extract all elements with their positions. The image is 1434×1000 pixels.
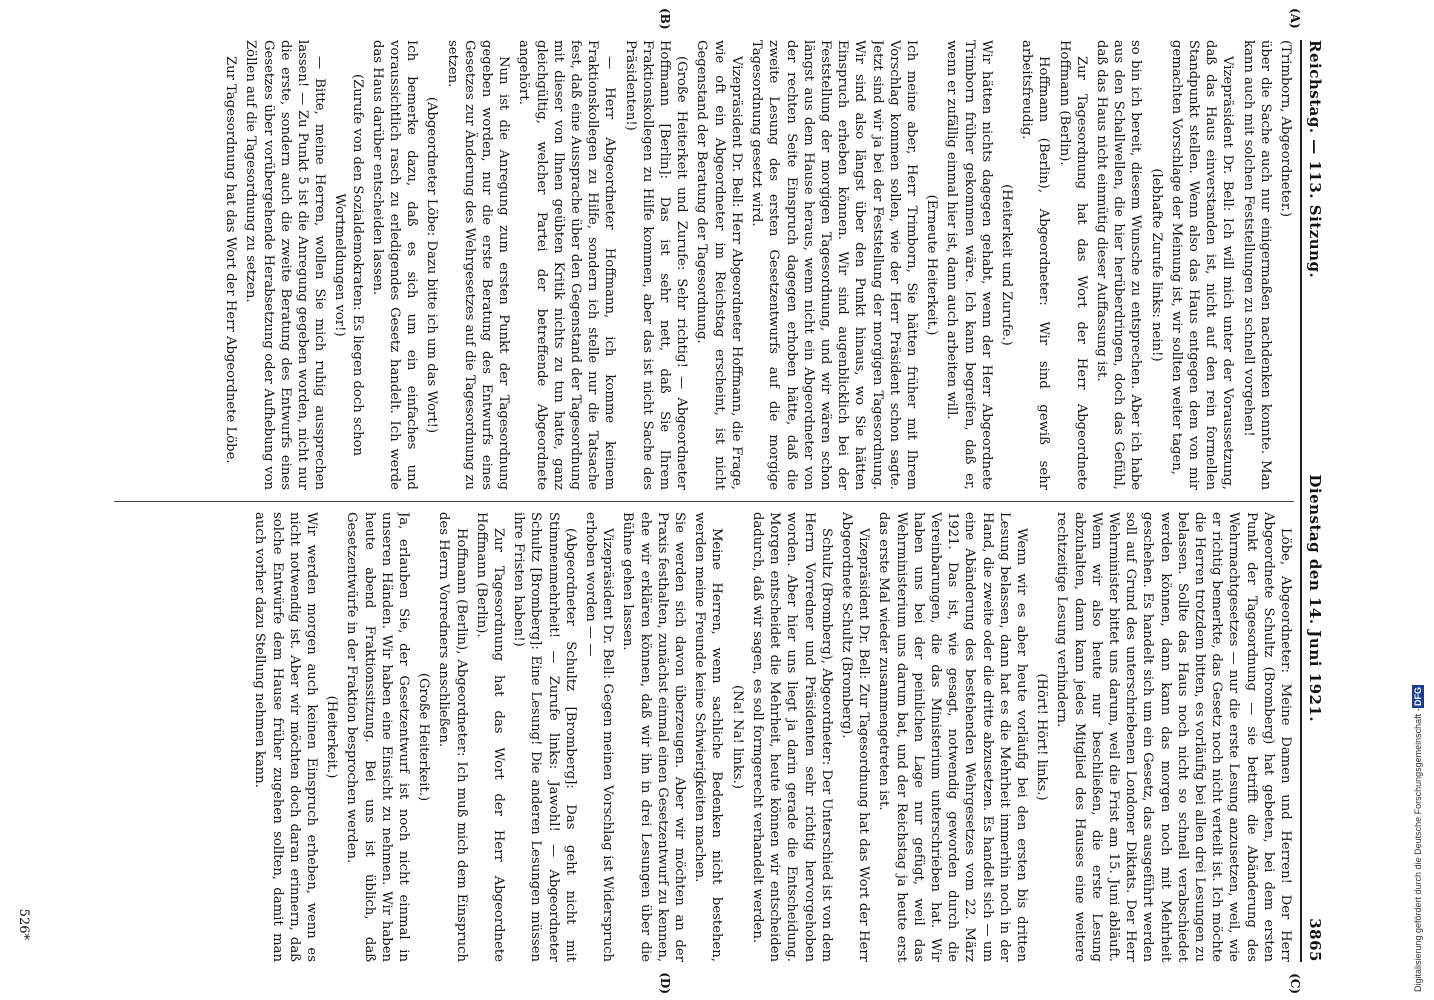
paragraph: über die Sache auch nur einigermaßen nachdenken konnte. Man kann auch mit solchen Feststellungen zu schnell vorgehen! [1240, 40, 1273, 490]
interjection: (Heiterkeit und Zurufe.) [998, 184, 1014, 346]
interjection: (Große Heiterkeit und Zurufe: Sehr richtig! — Abgeordneter Hoffmann [Berlin]: Das ist sehr nett, daß Sie Ihrem Fraktionskollegen zu Hilfe kommen, aber das ist nicht Sache des Präsidenten!) [622, 40, 690, 490]
paragraph: Wir werden morgen auch keinen Einspruch erheben, wenn es nicht notwendig ist. Aber wir möchten doch daran erinnern, daß solche Entwürfe dem Hause früher zugehen sollten, damit man auch vorher dazu Stellung nehmen kann. [252, 512, 320, 962]
paragraph: so bin ich bereit, diesem Wunsche zu entsprechen. Aber ich habe aus den Schallwellen, die hier herüberdringen, doch das Gefühl, daß das Haus nicht einmütig dieser Auffassung ist. [1093, 40, 1144, 490]
digitization-text: Digitalisierung gefördert durch die Deutsche Forschungsgemeinschaft - [1413, 708, 1423, 992]
text-columns [114, 40, 1294, 962]
page-number: 3865 [1306, 918, 1324, 962]
speaker-note: (Trimborn, Abgeordneter.) [1278, 40, 1293, 218]
interjection: (Na! Na! links.) [729, 685, 745, 789]
digitization-note [1408, 8, 1428, 992]
margin-marker-b: (B) [658, 8, 672, 30]
interjection: (Erneute Heiterkeit.) [924, 194, 940, 336]
paragraph: Wenn wir es aber heute vorläufig bei den ersten bis dritten Lesung belassen, dann hat es die Mehrheit immerhin noch in der Hand, die zweite oder die dritte abzusetzen. Es handelt sich — um eine Abänderung des bestehenden Wehrgesetzes vom 22. März 1921. Das ist, wie gesagt, notwendig geworden durch die Vereinbarungen, die das Ministerium unterschrieben hat. Wir haben uns bei der peinlichen Lage nur gefügt, weil das Wehrministerium uns darum bat, und der Reichstag ja heute erst das erste Mal wieder zusammengetreten ist. [876, 512, 1029, 962]
interjection: (Abgeordneter Löbe: Dazu bitte ich um das Wort!) [424, 96, 440, 434]
paragraph: Schultz (Bromberg), Abgeordneter: Der Unterschied ist von dem Herrn Vorredner und Präsidenten sehr richtig hervorgehoben worden. Aber hier uns liegt ja darin gerade die Entscheidung. Morgen entscheidet die Mehrheit, heute können wir entscheiden dadurch, daß wir sagen, es soll formgerecht verhandelt werden. [749, 512, 834, 962]
margin-marker-a: (A) [1288, 8, 1302, 29]
document-page [12, 0, 1372, 1000]
paragraph: Vizepräsident Dr. Bell: Zur Tagesordnung hat das Wort der Herr Abgeordnete Schultz (Bromberg). [838, 512, 872, 962]
interjection: (Große Heiterkeit.) [416, 672, 432, 802]
paragraph: Sie werden sich davon überzeugen. Aber wir möchten an der Praxis festhalten, zunächst einmal einen Gesetzentwurf zu kennen, ehe wir erklären können, daß wir ihn in drei Lesungen über die Bühne gehen lassen. [620, 512, 688, 962]
paragraph: Vizepräsident Dr. Bell: Gegen meinen Vorschlag ist Widerspruch erhoben worden — — [583, 512, 616, 962]
paragraph: Vizepräsident Dr. Bell: Ich will mich unter der Voraussetzung, daß das Haus einverstanden ist, nicht auf den rein formellen Standpunkt stellen. Wenn also das Haus entgegen dem von mir gemachten Vorschlage der Meinung ist, wir sollten weiter tagen, [1168, 40, 1236, 490]
paragraph: Meine Herren, wenn sachliche Bedenken nicht bestehen, werden meine Freunde keine Schwierigkeiten machen. [692, 512, 725, 962]
paragraph: Zur Tagesordnung hat das Wort der Herr Abgeordnete Hoffmann (Berlin). [1056, 40, 1089, 490]
interjection: (Abgeordneter Schultz [Bromberg]: Das geht nicht mit Stimmenmehrheit! — Zurufe links: Jawohl! — Abgeordneter Schultz [Bromberg]: Eine Lesung! Die anderen Lesungen müssen ihre Fristen haben!) [511, 512, 578, 962]
paragraph: Hoffmann (Berlin), Abgeordneter: Wir sind gewiß sehr arbeitsfreudig. [1019, 40, 1052, 490]
interjection: (Hört! Hört! links.) [1034, 673, 1050, 801]
interjection: (lebhafte Zurufe links: nein!) [1148, 168, 1164, 362]
paragraph: Vizepräsident Dr. Bell: Herr Abgeordneter Hoffmann, die Frage, wie oft ein Abgeordneter im Reichstag erscheint, ist nicht Gegenstand der Beratung der Tagesordnung. [694, 40, 744, 490]
paragraph: Löbe, Abgeordneter: Meine Damen und Herren! Der Herr Abgeordnete Schultz (Bromberg) hat gebeten, bei dem ersten Punkt der Tagesordnung — sie betrifft die Abänderung des Wehrmachtgesetzes — nur die erste Lesung anzusetzen, weil, wie er richtig bemerkte, das Gesetz noch nicht verteilt ist. Ich möchte die Herren trotzdem bitten, es vorläufig bei allen drei Lesungen zu belassen. Sollte das Haus noch nicht so schnell verabschiedet werden können, dann kann das morgen noch mit Mehrheit geschehen. Es handelt sich um ein Gesetz, das ausgeführt werden soll auf Grund des unterschriebenen Londoner Diktats. Der Herr Wehrminister bittet uns darum, weil die Frist am 15. Juni abläuft. Wenn wir also heute nur beschließen, die erste Lesung abzuhalten, dann kann jedes Mitglied des Hauses eine weitere rechtzeitige Lesung verhindern. [1054, 512, 1293, 962]
right-column [114, 512, 1294, 962]
paragraph: Ich bemerke dazu, daß es sich um ein einfaches und voraussichtlich rasch zu erledigendes Gesetz handelt. Ich werde das Haus darüber entscheiden lassen. [369, 40, 420, 490]
paragraph: — Bitte, meine Herren, wollen Sie mich ruhig aussprechen lassen! — Zu Punkt 5 ist die Anregung gegeben worden, nicht nur die erste, sondern auch die zweite Beratung des Entwurfs eines Gesetzes über vorübergehende Herabsetzung oder Aufhebung von Zöllen auf die Tagesordnung zu setzen. [243, 40, 328, 490]
paragraph: Nun ist die Anregung zum ersten Punkt der Tagesordnung gegeben worden, nur die erste Beratung des Entwurfs eines Gesetzes zur Änderung des Wehrgesetzes auf die Tagesordnung zu setzen. [444, 40, 512, 490]
page-signature: 526* [16, 908, 31, 940]
interjection: (Zurufe von den Sozialdemokraten: Es liegen doch schon Wortmeldungen vor!) [332, 73, 365, 457]
margin-marker-c: (C) [1288, 973, 1302, 994]
left-column [114, 40, 1294, 490]
paragraph: Ich meine aber, Herr Trimborn, Sie hätten früher mit Ihrem Vorschlag kommen sollen, wie der Herr Präsident schon sagte. Jetzt sind wir ja bei der Feststellung der morgigen Tagesordnung. Wir sind also längst über den Punkt hinaus, wo Sie hätten Einspruch erheben können. Wir sind augenblicklich bei der Feststellung der morgigen Tagesordnung, und wir wären schon längst aus dem Hause heraus, wenn nicht ein Abgeordneter von der rechten Seite Einspruch dagegen erhoben hätte, daß die zweite Lesung des ersten Gesetzentwurfs auf die morgige Tagesordnung gesetzt wird. [749, 40, 919, 490]
margin-marker-d: (D) [658, 972, 672, 994]
paragraph: Ja, erlauben Sie, der Gesetzentwurf ist noch nicht einmal in unseren Händen. Wir haben eine Einsicht zu nehmen. Wir haben heute abend Fraktionssitzung. Bei uns ist üblich, daß Gesetzentwürfe in der Fraktion besprochen werden. [344, 512, 412, 962]
column-divider [114, 501, 1294, 502]
header-date: Dienstag den 14. Juni 1921. [1306, 474, 1324, 723]
interjection: (Heiterkeit.) [324, 695, 340, 779]
paragraph: Wir hätten nichts dagegen gehabt, wenn der Herr Abgeordnete Trimborn früher gekommen wäre. Ich kann begreifen, daß er, wenn er zufällig einmal hier ist, dann auch arbeiten will. [944, 40, 994, 490]
paragraph: Hoffmann (Berlin), Abgeordneter: Ich muß mich dem Einspruch des Herrn Vorredners anschließen. [436, 512, 469, 962]
dfg-logo: DFG [1413, 687, 1423, 707]
header-left: Reichstag. — 113. Sitzung. [1306, 40, 1324, 279]
page-header [1300, 40, 1324, 962]
paragraph: Zur Tagesordnung hat das Wort der Herr Abgeordnete Löbe. [223, 56, 239, 464]
paragraph: — Herr Abgeordneter Hoffmann, ich komme keinem Fraktionskollegen zu Hilfe, sondern ich stelle nur die Tatsache fest, daß eine Aussprache über den Gegenstand der Tagesordnung mit dieser von Ihnen geübten Kritik nichts zu tun hatte, ganz gleichgültig, welcher Partei der betreffende Abgeordnete angehört. [516, 40, 618, 490]
paragraph: Zur Tagesordnung hat das Wort der Herr Abgeordnete Hoffmann (Berlin). [473, 512, 507, 962]
